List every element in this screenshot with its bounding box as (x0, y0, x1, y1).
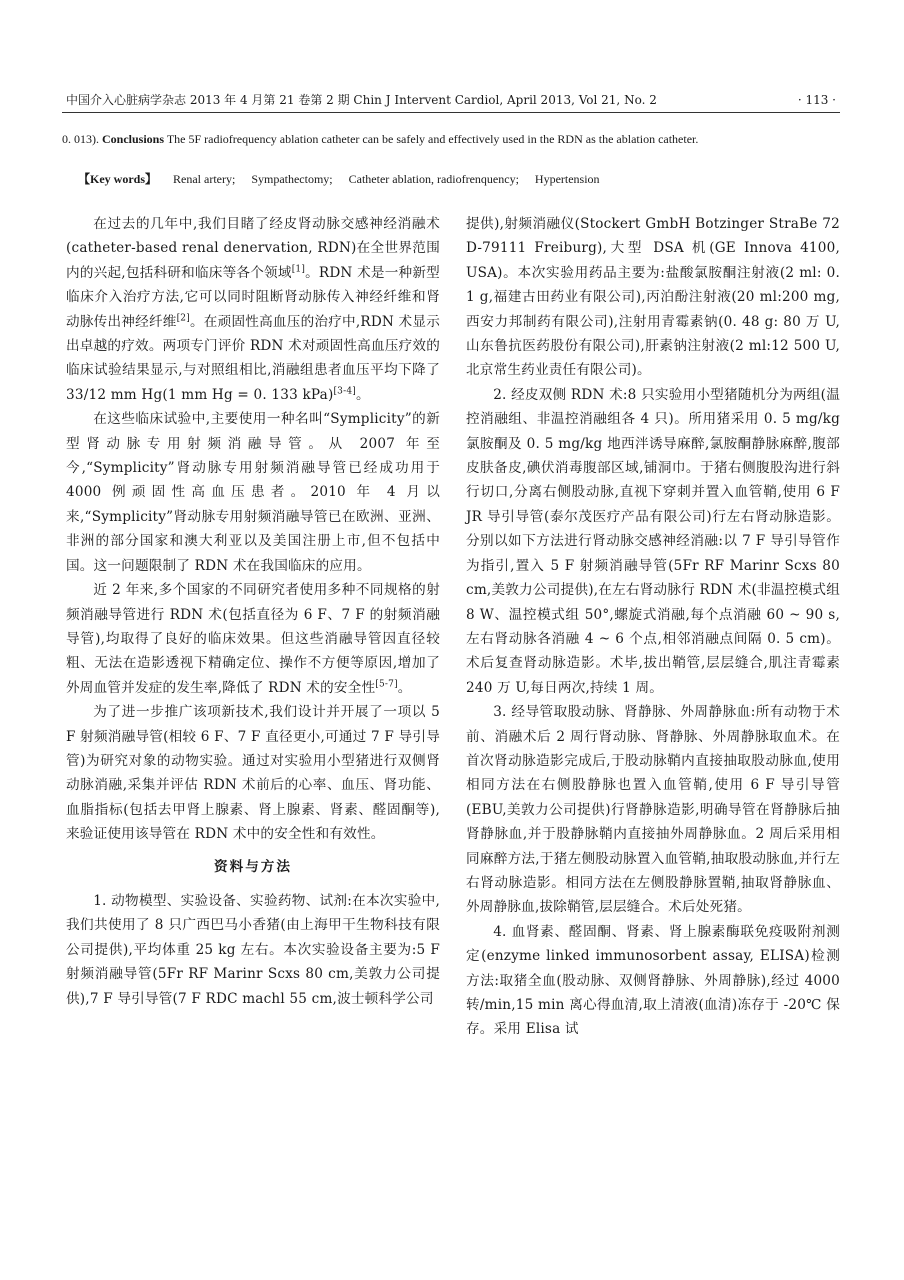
keyword-item: Catheter ablation, radiofrenquency; (348, 172, 519, 186)
body-paragraph: 2. 经皮双侧 RDN 术:8 只实验用小型猪随机分为两组(温控消融组、非温控消融组各 4 只)。所用猪采用 0. 5 mg/kg 氯胺酮及 0. 5 mg/kg 地西泮诱导麻醉,氯胺酮静脉麻醉,腹部皮肤备皮,碘伏消毒腹部区域,铺洞巾。于猪右侧腹股沟进行斜行切口,分离右侧股动脉,直视下穿刺并置入血管鞘,使用 6 F JR 导引导管(泰尔茂医疗产品有限公司)行左右肾动脉造影。分别以如下方法进行肾动脉交感神经消融:以 7 F 导引导管作为指引,置入 5 F 射频消融导管(5Fr RF Marinr Scxs 80 cm,美敦力公司提供),在左右肾动脉行 RDN 术(非温控模式组 8 W、温控模式组 50°,螺旋式消融,每个点消融 60 ~ 90 s,左右肾动脉各消融 4 ~ 6 个点,相邻消融点间隔 0. 5 cm)。术后复查肾动脉造影。术毕,拔出鞘管,层层缝合,肌注青霉素 240 万 U,每日两次,持续 1 周。 (466, 386, 840, 696)
paragraph-text: 近 2 年来,多个国家的不同研究者使用多种不同规格的射频消融导管进行 RDN 术(包括直径为 6 F、7 F 的射频消融导管),均取得了良好的临床效果。但这些消融导管因直径较粗、无法在造影透视下精确定位、操作不方便等原因,增加了外周血管并发症的发生率,降低了 RDN 术的安全性 (66, 582, 440, 696)
abstract-conclusions (62, 130, 802, 148)
body-paragraph: 4. 血肾素、醛固酮、肾素、肾上腺素酶联免疫吸附剂测定(enzyme linked immunosorbent assay, ELISA)检测方法:取猪全血(股动脉、双侧肾静脉、外周静脉),经过 4000 转/min,15 min 离心得血清,取上清液(血清)冻存于 -20℃ 保存。采用 Elisa 试 (466, 923, 840, 1038)
header-rule (62, 112, 840, 113)
right-column (466, 212, 840, 1042)
citation-ref: [5-7] (375, 679, 398, 690)
conclusions-label: Conclusions (102, 132, 165, 146)
page-number: · 113 · (797, 93, 836, 107)
citation-ref: [2] (176, 313, 190, 324)
citation-ref: [1] (291, 264, 306, 275)
keyword-item: Sympathectomy; (251, 172, 333, 186)
abstract-conclusions-text (62, 130, 802, 148)
body-paragraph: 3. 经导管取股动脉、肾静脉、外周静脉血:所有动物于术前、消融术后 2 周行肾动脉、肾静脉、外周静脉取血术。在首次肾动脉造影完成后,于股动脉鞘内直接抽取股动脉血,使用相同方法在右侧股静脉也置入血管鞘,使用 6 F 导引导管(EBU,美敦力公司提供)行肾静脉造影,明确导管在肾静脉后抽肾静脉血,并于股静脉鞘内直接抽外周静脉血。2 周后采用相同麻醉方法,于猪左侧股动脉置入血管鞘,抽取股动脉血,并行左右肾动脉造影。相同方法在左侧股静脉置鞘,抽取肾静脉血、外周静脉血,拔除鞘管,层层缝合。术后处死猪。 (466, 704, 840, 916)
body-paragraph (66, 212, 440, 407)
body-paragraph: 在这些临床试验中,主要使用一种名叫“Symplicity”的新型肾动脉专用射频消融导管。从 2007 年至今,“Symplicity”肾动脉专用射频消融导管已经成功用于 4000 例顽固性高血压患者。2010 年 4 月以来,“Symplicity”肾动脉专用射频消融导管已在欧洲、亚洲、非洲的部分国家和澳大利亚以及美国注册上市,但不包括中国。这一问题限制了 RDN 术在我国临床的应用。 (66, 411, 440, 574)
paragraph-text: 。RDN 术是一种新型临床介入治疗方法,它可以同时阻断肾动脉传入神经纤维和肾动脉传出神经纤维 (66, 264, 440, 330)
journal-citation: 中国介入心脏病学杂志 2013 年 4 月第 21 卷第 2 期 Chin J Intervent Cardiol, April 2013, Vol 21, No. 2 (66, 93, 657, 107)
keywords-label: 【Key words】 (78, 172, 157, 186)
keywords-line (78, 170, 818, 188)
abstract-lead: 0. 013). (62, 132, 99, 146)
paragraph-text: 。 (355, 386, 370, 403)
body-paragraph: 1. 动物模型、实验设备、实验药物、试剂:在本次实验中,我们共使用了 8 只广西巴马小香猪(由上海甲干生物科技有限公司提供),平均体重 25 kg 左右。本次实验设备主要为:5 F 射频消融导管(5Fr RF Marinr Scxs 80 cm,美敦力公司提供),7 F 导引导管(7 F RDC machl 55 cm,波士顿科学公司 (66, 892, 440, 1007)
left-column (66, 212, 440, 1011)
citation-ref: [3-4] (333, 386, 356, 397)
running-header (66, 90, 836, 110)
conclusions-text: The 5F radiofrequency ablation catheter can be safely and effectively used in the RDN as the ablation catheter. (164, 132, 699, 146)
paragraph-text: 在过去的几年中,我们目睹了经皮肾动脉交感神经消融术(catheter-based renal denervation, RDN)在全世界范围内的兴起,包括科研和临床等各个领域 (66, 216, 440, 281)
body-paragraph: 为了进一步推广该项新技术,我们设计并开展了一项以 5 F 射频消融导管(相较 6 F、7 F 直径更小,可通过 7 F 导引导管)为研究对象的动物实验。通过对实验用小型猪进行双侧肾动脉消融,采集并评估 RDN 术前后的心率、血压、肾功能、血脂指标(包括去甲肾上腺素、肾上腺素、肾素、醛固酮等),来验证使用该导管在 RDN 术中的安全性和有效性。 (66, 704, 440, 843)
section-heading-methods: 资料与方法 (214, 858, 292, 875)
paragraph-text: 。 (397, 679, 412, 696)
body-paragraph (66, 578, 440, 700)
body-paragraph: 提供),射频消融仪(Stockert GmbH Botzinger StraBe 72 D-79111 Freiburg),大型 DSA 机(GE Innova 4100, USA)。本次实验用药品主要为:盐酸氯胺酮注射液(2 ml: 0. 1 g,福建古田药业有限公司),丙泊酚注射液(20 ml:200 mg,西安力邦制药有限公司),注射用青霉素钠(0. 48 g: 80 万 U,山东鲁抗医药股份有限公司),肝素钠注射液(2 ml:12 500 U,北京常生药业责任有限公司)。 (466, 216, 840, 379)
keyword-item: Renal artery; (173, 172, 236, 186)
keyword-item: Hypertension (534, 172, 600, 186)
paragraph-text: 。在顽固性高血压的治疗中,RDN 术显示出卓越的疗效。两项专门评价 RDN 术对顽固性高血压疗效的临床试验结果显示,与对照组相比,消融组患者血压平均下降了 33/12 mm Hg(1 mm Hg = 0. 133 kPa) (66, 313, 440, 403)
